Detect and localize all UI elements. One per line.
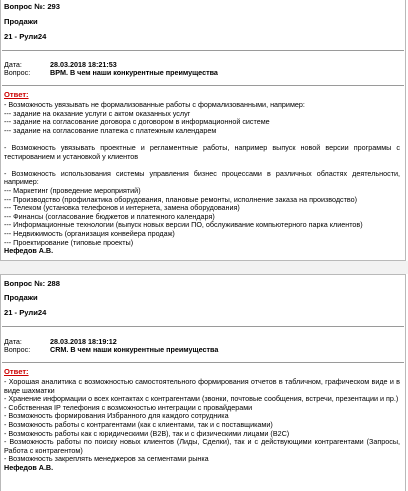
answer-line: - Возможность использования системы управления бизнес процессами в различных областях деятельности, например: <box>4 168 400 187</box>
card-gap <box>0 261 408 274</box>
question-text-row <box>4 69 218 78</box>
date-label: Дата: <box>4 337 22 346</box>
answer-line: - Возможность работы как с юридическими (B2B), так и с физическими лицами (B2C) <box>4 428 290 438</box>
answer-line: - Возможность работы по поиску новых клиентов (Лиды, Сделки), так и с действующими контрагентами (Запросы, Работа с контрагентом) <box>4 437 400 455</box>
answer-line: - Хранение информации о всех контактах с контрагентами (звонки, почтовые сообщения, встречи, презентации и пр.) <box>4 394 399 404</box>
question-card <box>0 274 406 491</box>
answer-title: Ответ: <box>4 367 29 376</box>
answer-title: Ответ: <box>4 90 29 99</box>
question-number: Вопрос №: 293 <box>4 2 60 11</box>
answer-line: - Собственная IP телефония с возможностью интеграции с провайдерами <box>4 402 253 412</box>
question-date: 28.03.2018 18:19:12 <box>50 337 117 346</box>
question-client: 21 - Рули24 <box>4 32 47 41</box>
answer-line: - Возможность работы с контрагентами (как с клиентами, так и с поставщиками) <box>4 419 273 429</box>
answer-body <box>4 378 400 473</box>
divider <box>2 326 404 327</box>
answer-line: --- задание на оказание услуги с актом оказанных услуг <box>4 108 191 118</box>
answer-line: --- Информационные технологии (выпуск новых версии ПО, обслуживание компьютерного парка клиентов) <box>4 220 363 230</box>
question-category: Продажи <box>4 293 38 302</box>
question-label: Вопрос: <box>4 345 31 354</box>
date-label: Дата: <box>4 60 22 69</box>
question-client: 21 - Рули24 <box>4 308 47 317</box>
answer-line: - Возможность формирования Избранного для каждого сотрудника <box>4 411 229 421</box>
answer-line: --- Производство (профилактика оборудования, плановые ремонты, исполнение заказа на производство) <box>4 194 358 204</box>
answer-line: --- Недвижимость (организация конвейера продаж) <box>4 228 175 238</box>
answer-author: Нефедов А.В. <box>4 462 54 472</box>
answer-line: --- Проектирование (типовые проекты) <box>4 237 134 247</box>
answer-line: --- задание на согласование договора с договором в информационной системе <box>4 117 270 127</box>
answer-line: --- Финансы (согласование бюджетов и платежного календаря) <box>4 211 215 221</box>
question-label: Вопрос: <box>4 68 31 77</box>
answer-line: --- задание на согласование платежа с платежным календарем <box>4 125 217 135</box>
answer-line: - Хорошая аналитика с возможностью самостоятельного формирования отчетов в табличном, графическом виде и в виде шахматки <box>4 377 400 395</box>
question-category: Продажи <box>4 17 38 26</box>
question-text-row <box>4 346 218 355</box>
answer-line: - Возможность увязывать проектные и регламентные работы, например выпуск новой версии программы с тестированием и установкой у клиентов <box>4 142 400 161</box>
answer-body <box>4 101 400 256</box>
question-date: 28.03.2018 18:21:53 <box>50 60 117 69</box>
answer-line: - Возможность увязывать не формализованные работы с формализованными, например: <box>4 100 305 109</box>
answer-line: --- Телеком (установка телефонов и интернета, замена оборудования) <box>4 203 240 213</box>
divider <box>2 362 404 363</box>
question-text: CRM. В чем наши конкурентные преимущества <box>50 345 219 354</box>
divider <box>2 50 404 51</box>
question-number: Вопрос №: 288 <box>4 279 60 288</box>
divider <box>2 85 404 86</box>
answer-line: - Возможность закреплять менеджеров за сегментами рынка <box>4 454 209 464</box>
answer-line: --- Маркетинг (проведение мероприятий) <box>4 185 141 195</box>
answer-author: Нефедов А.В. <box>4 246 54 256</box>
question-text: BPM. В чем наши конкурентные преимущества <box>50 68 218 77</box>
